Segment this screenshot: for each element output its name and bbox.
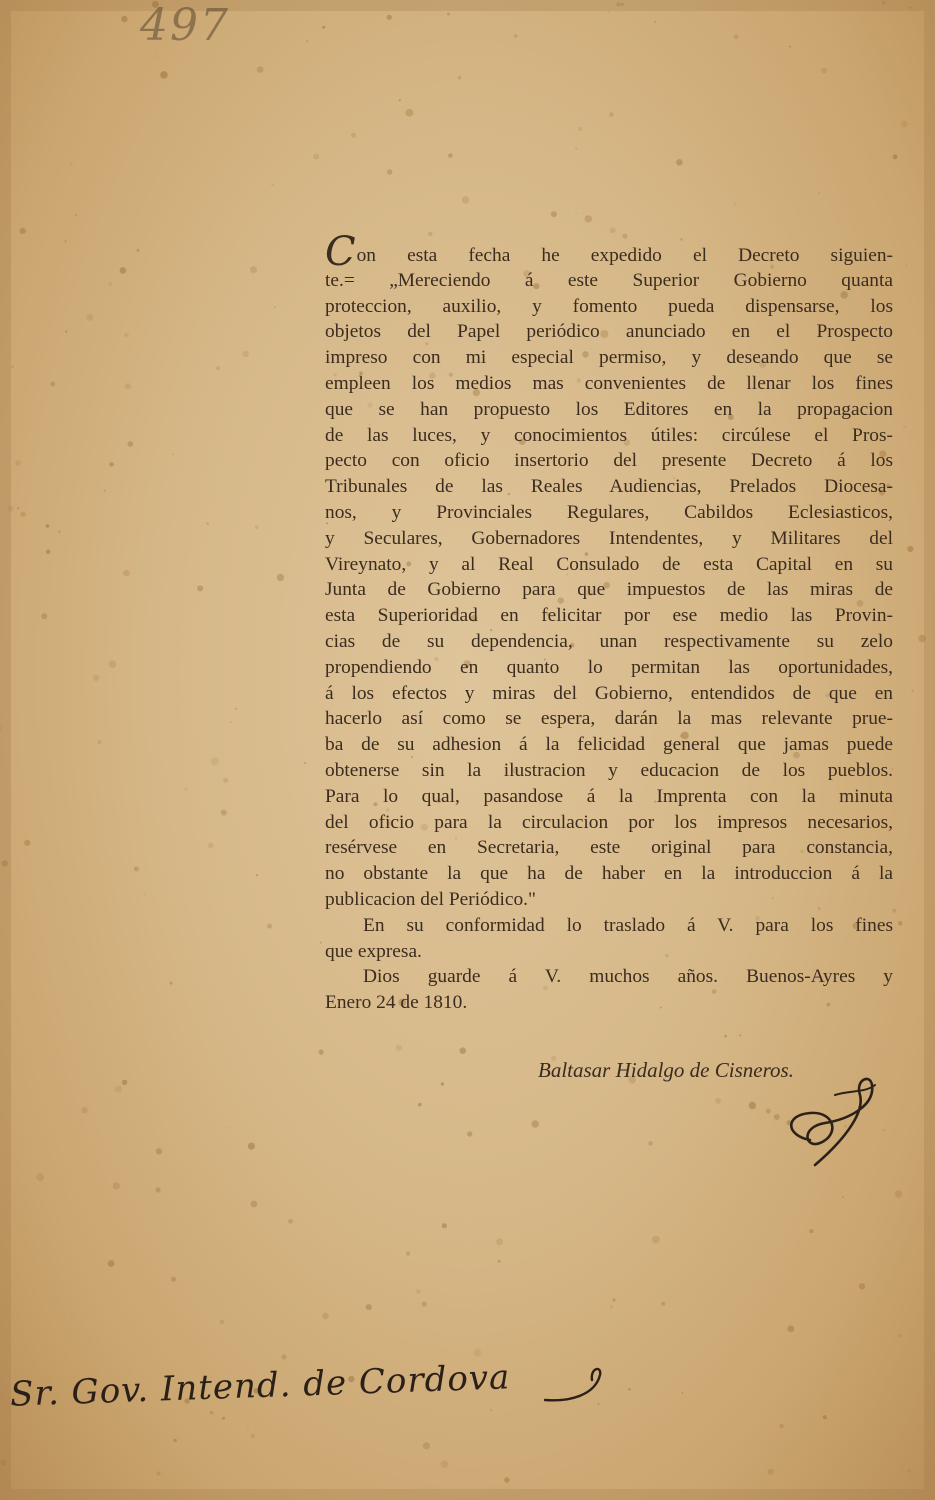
flourish [540,1360,610,1410]
text-line: y Seculares, Gobernadores Intendentes, y Militares del [325,527,893,549]
signer-name: Baltasar Hidalgo de Cisneros. [538,1058,794,1082]
signature-rubric [780,1065,890,1175]
text-line: no obstante la que ha de haber en la introduccion á la [325,863,893,885]
text-line: proteccion, auxilio, y fomento pueda dispensarse, los [325,295,893,317]
text-line: obtenerse sin la ilustracion y educacion de los pueblos. [325,759,893,781]
text-line: de las luces, y conocimientos útiles: circúlese el Pros- [325,424,893,446]
closing-line: que expresa. [325,940,422,962]
text-line: objetos del Papel periódico anunciado en el Prospecto [325,321,893,343]
text-line: esta Superioridad en felicitar por ese medio las Provin- [325,605,893,627]
text-line: ba de su adhesion á la felicidad general que jamas puede [325,734,893,756]
folio-number: 497 [140,0,230,51]
handwritten-address [0,1330,620,1450]
text-line: empleen los medios mas convenientes de llenar los fines [325,372,893,394]
text-line: pecto con oficio insertorio del presente Decreto á los [325,450,893,472]
closing-line: Dios guarde á V. muchos años. Buenos-Ayres y [363,966,893,988]
text-line: te.= „Mereciendo á este Superior Gobierno quanta [325,269,893,291]
address-text: Sr. Gov. Intend. de Cordova [9,1357,511,1415]
text-line: del oficio para la circulacion por los impresos necesarios, [325,811,893,833]
text-line: Tribunales de las Reales Audiencias, Prelados Diocesa- [325,476,893,498]
text-line: á los efectos y miras del Gobierno, entendidos de que en [325,682,893,704]
text-line: nos, y Provinciales Regulares, Cabildos Eclesiasticos, [325,501,893,523]
text-line: Vireynato, y al Real Consulado de esta Capital en su [325,553,893,575]
text-line: Junta de Gobierno para que impuestos de las miras de [325,579,893,601]
text-line: resérvese en Secretaria, este original para constancia, [325,837,893,859]
decree-text [325,229,893,1016]
text-line-1: Con esta fecha he expedido el Decreto siguien- [325,229,893,275]
closing-line: Enero 24 de 1810. [325,992,468,1014]
closing-line: En su conformidad lo traslado á V. para los fines [363,914,893,936]
drop-cap: C [325,229,356,275]
text-line: publicacion del Periódico." [325,888,536,910]
text-line: hacerlo así como se espera, darán la mas relevante prue- [325,708,893,730]
text-line: cias de su dependencia, unan respectivamente su zelo [325,630,893,652]
text-line: Para lo qual, pasandose á la Imprenta con la minuta [325,785,893,807]
text-line: que se han propuesto los Editores en la propagacion [325,398,893,420]
text-line: impreso con mi especial permiso, y deseando que se [325,347,893,369]
text-line: propendiendo en quanto lo permitan las oportunidades, [325,656,893,678]
